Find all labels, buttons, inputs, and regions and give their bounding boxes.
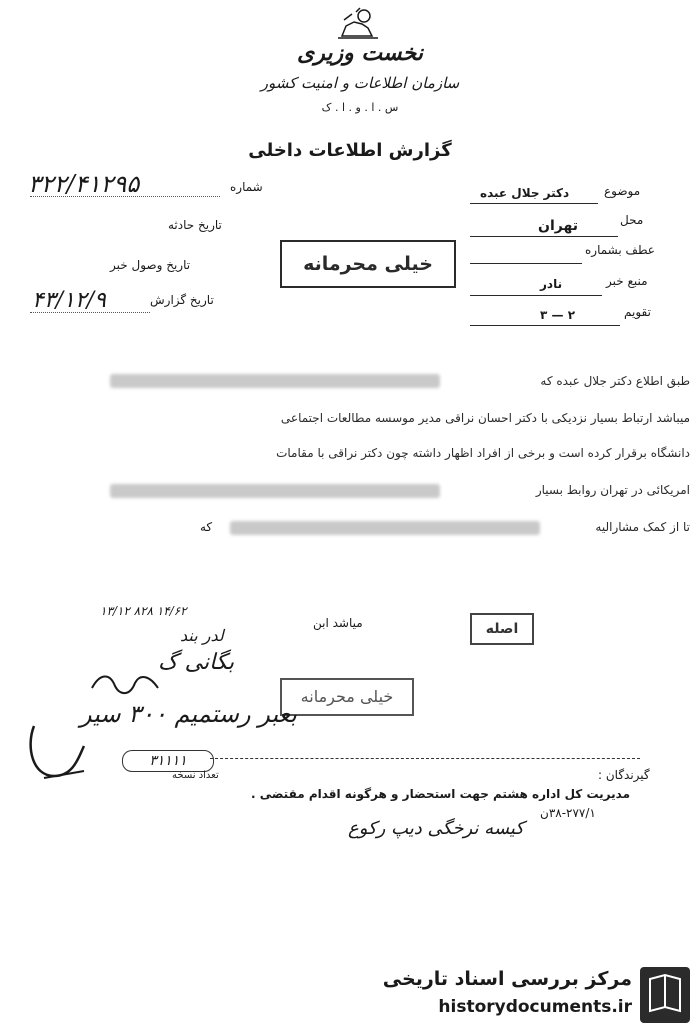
- org-line-prime-ministry: نخست وزیری: [297, 40, 423, 66]
- calendar-underline: [470, 325, 620, 326]
- handwriting-note-3: بعبر رستمیم ۳۰۰ سیر: [80, 700, 297, 728]
- history-documents-logo-icon: [640, 967, 690, 1023]
- number-value: ۳۲۲/۴۱۲۹۵: [28, 170, 140, 198]
- calendar-value: ۲ — ۳: [540, 308, 576, 322]
- reference-label: عطف بشماره: [585, 243, 655, 257]
- lion-and-sun-emblem-icon: [334, 6, 382, 40]
- body-line-4: امریکائی در تهران روابط بسیار: [535, 483, 690, 497]
- classification-stamp-faded: خیلی محرمانه: [280, 678, 414, 716]
- received-date-label: تاریخ وصول خبر: [110, 258, 191, 272]
- place-value: تهران: [538, 218, 578, 234]
- source-value: نادر: [540, 277, 563, 291]
- copy-count-value: ۳۱۱۱۱: [122, 750, 214, 772]
- small-stamp: اصله: [470, 613, 534, 645]
- subject-value: دکتر جلال عبده: [480, 186, 570, 200]
- handwriting-note-2: بگانی گ: [158, 650, 235, 675]
- body-line-2: میباشد ارتباط بسیار نزدیکی با دکتر احسان نراقی مدیر موسسه مطالعات اجتماعی: [280, 411, 690, 425]
- report-date-dotted-line: [30, 312, 150, 313]
- document-title: گزارش اطلاعات داخلی: [248, 140, 452, 161]
- handwriting-note-1: لدر بند: [180, 626, 224, 645]
- incident-date-label: تاریخ حادثه: [168, 218, 222, 232]
- recipients-line: مدیریت کل اداره هشتم جهت استحضار و هرگونه اقدام مقتضی .: [250, 787, 630, 801]
- body-line-6: که: [200, 520, 213, 534]
- copy-count-label: تعداد نسخه: [172, 770, 219, 781]
- classification-stamp: خیلی محرمانه: [280, 240, 456, 288]
- reference-underline: [470, 263, 582, 264]
- handwritten-number: ۱۳/۱۲ ۸۲۸ ۱۴/۶۲: [100, 604, 187, 618]
- calendar-label: تقویم: [624, 305, 651, 319]
- report-date-value: ۴۳/۱۲/۹: [32, 288, 106, 313]
- org-line-abbrev: س . ا . و . ا . ک: [321, 101, 399, 114]
- subject-label: موضوع: [604, 184, 641, 198]
- source-label: منبع خبر: [606, 274, 648, 288]
- recipients-label: گیرندگان :: [598, 768, 650, 782]
- middle-label: میاشد ابن: [313, 616, 363, 630]
- divider-line: [210, 758, 640, 759]
- handwritten-scribble-icon: [90, 668, 160, 698]
- footer-website: historydocuments.ir: [438, 997, 632, 1017]
- place-label: محل: [620, 213, 644, 227]
- subject-underline: [470, 203, 598, 204]
- place-underline: [470, 236, 618, 237]
- number-label: شماره: [230, 180, 263, 194]
- number-dotted-line: [30, 196, 220, 197]
- reference-number: ۳۸-۲۷۷/۱ن: [540, 806, 596, 820]
- body-line-3: دانشگاه برقرار کرده است و برخی از افراد اظهار داشته چون دکتر نراقی با مقامات: [276, 446, 690, 460]
- body-line-5: تا از کمک مشارالیه: [595, 520, 690, 534]
- source-underline: [470, 295, 602, 296]
- footer-center-name: مرکز بررسی اسناد تاریخی: [382, 968, 632, 990]
- handwritten-flourish-icon: [24, 716, 94, 786]
- org-line-savak: سازمان اطلاعات و امنیت کشور: [260, 74, 460, 92]
- report-date-label: تاریخ گزارش: [150, 293, 214, 307]
- body-line-1: طبق اطلاع دکتر جلال عبده که: [540, 374, 690, 388]
- signature-note: کیسه نرخگی دیپ رکوع: [348, 818, 524, 839]
